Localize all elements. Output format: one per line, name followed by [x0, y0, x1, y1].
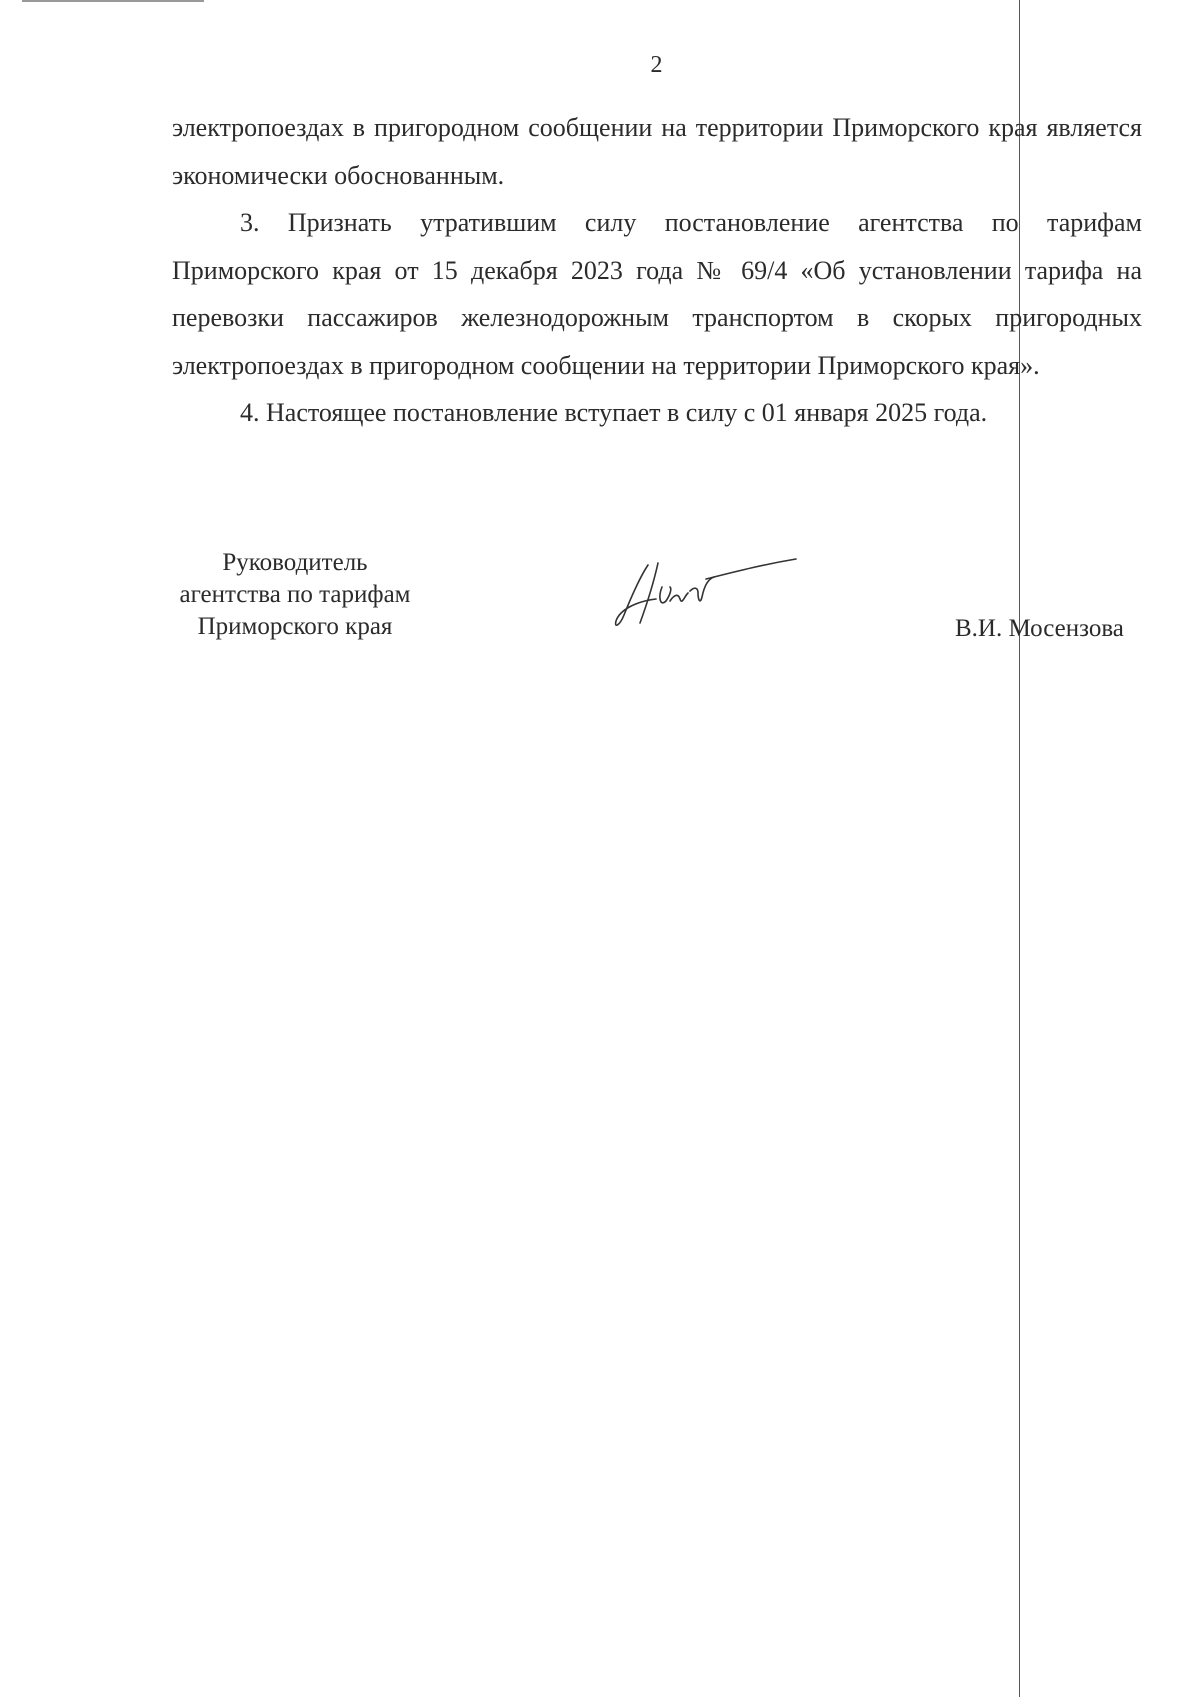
document-body	[172, 104, 1142, 437]
signatory-role-line: Приморского края	[197, 613, 393, 640]
scan-artifact-top-mark	[22, 0, 204, 2]
signature-block	[0, 547, 1200, 667]
signatory-role-line: Руководитель	[222, 549, 368, 576]
handwritten-signature	[610, 557, 810, 632]
signatory-name: В.И. Мосензова	[955, 615, 1124, 642]
paragraph-item-3: 3. Признать утратившим силу постановление агентства по тарифам Приморского края от 15 декабря 2023 года № 69/4 «Об установлении тарифа на перевозки пассажиров железнодорожным транспортом в скорых пригородных электропоездах в пригородном сообщении на территории Приморского края».	[172, 208, 1142, 380]
signatory-role-line: агентства по тарифам	[179, 581, 411, 608]
paragraph-item-4: 4. Настоящее постановление вступает в силу с 01 января 2025 года.	[240, 398, 988, 427]
page-number: 2	[650, 52, 663, 78]
signatory-role	[150, 547, 440, 643]
paragraph-continuation: электропоездах в пригородном сообщении на территории Приморского края является экономически обоснованным.	[172, 113, 1142, 190]
